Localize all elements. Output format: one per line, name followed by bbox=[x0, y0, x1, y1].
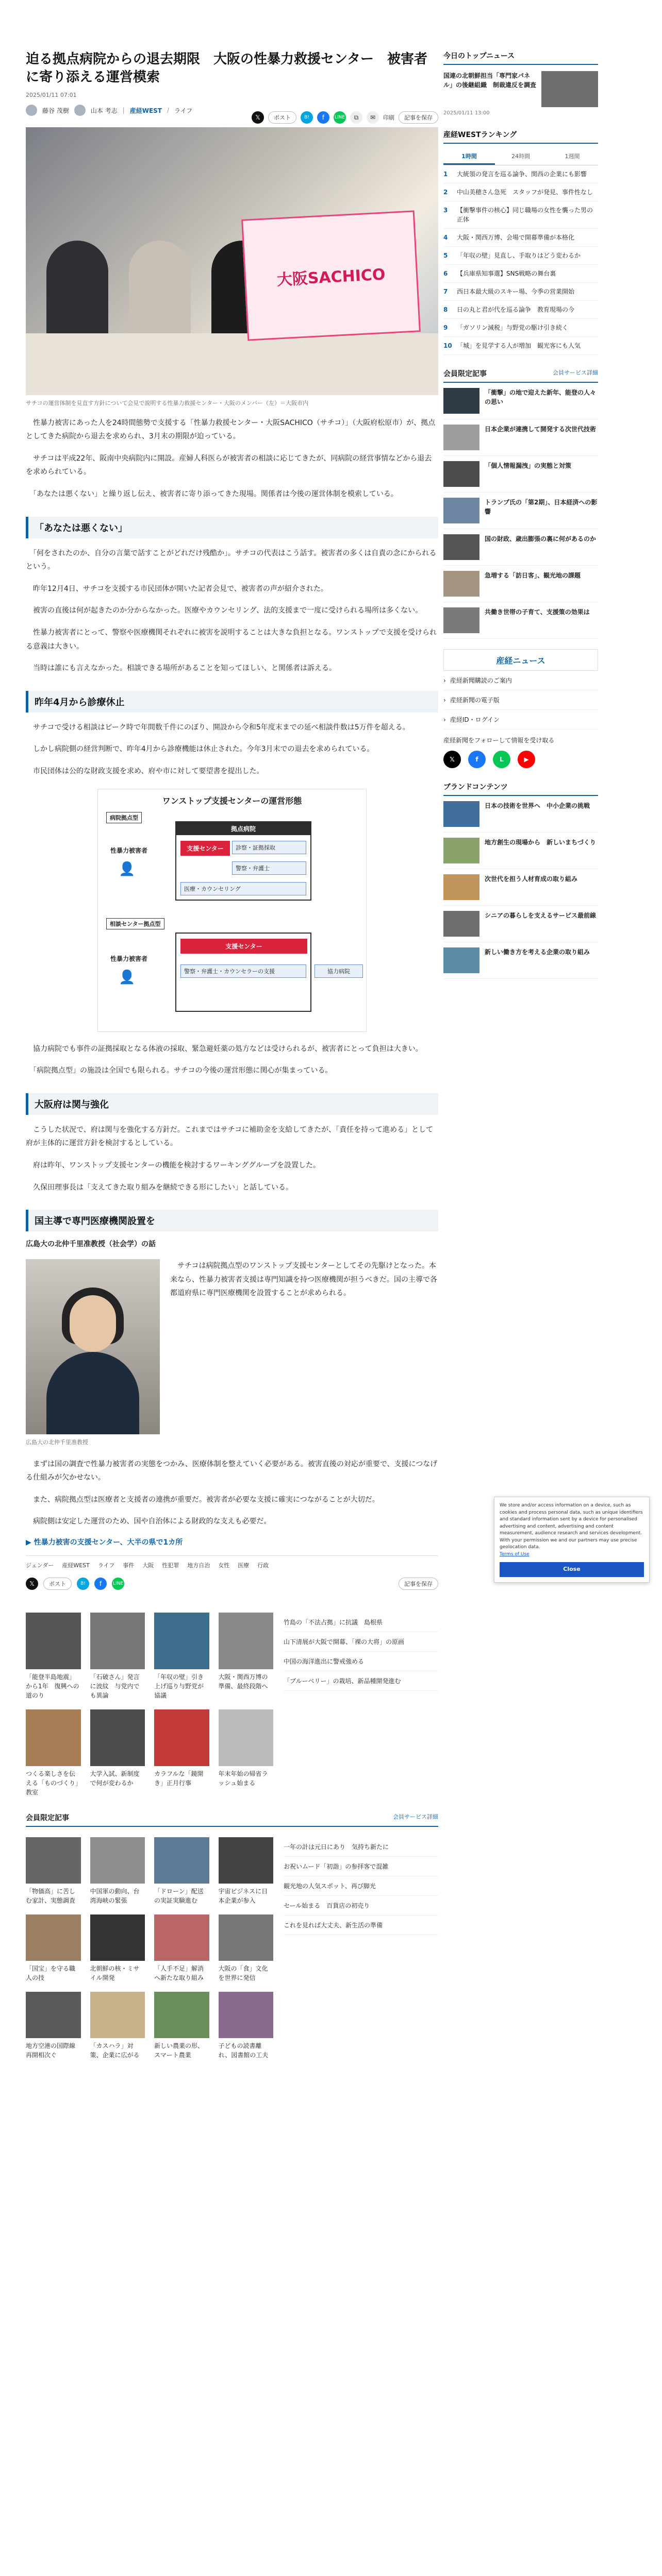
diagram-center-label: 拠点病院 bbox=[176, 822, 310, 835]
diagram-type-b: 相談センター拠点型 bbox=[106, 918, 164, 929]
paragraph: 昨年12月4日、サチコを支援する市民団体が開いた記者会見で、被害者の声が紹介された。 bbox=[26, 584, 328, 593]
card-title: 地方空港の国際線再開相次ぐ bbox=[26, 2042, 76, 2059]
tag-list bbox=[26, 1555, 438, 1569]
rank-number: 4 bbox=[443, 234, 448, 241]
sidebar-link[interactable] bbox=[443, 671, 598, 690]
card-thumb bbox=[26, 1709, 81, 1766]
line-icon[interactable]: LINE bbox=[112, 1578, 124, 1590]
brand-list bbox=[443, 796, 598, 979]
post-button[interactable]: ポスト bbox=[43, 1578, 72, 1590]
x-share-icon[interactable]: 𝕏 bbox=[252, 111, 264, 124]
x-share-icon[interactable]: 𝕏 bbox=[26, 1578, 38, 1590]
member-article[interactable] bbox=[443, 566, 598, 602]
card-title: 「カスハラ」対策、企業に広がる bbox=[90, 2042, 140, 2059]
article-card[interactable] bbox=[219, 1709, 274, 1797]
sidebar-link[interactable] bbox=[443, 690, 598, 710]
top-news-text: 国連の北朝鮮担当「専門家パネル」の後継組織 制裁違反を調査 bbox=[443, 72, 537, 89]
ranking-list bbox=[443, 165, 598, 355]
card-title: 「石破さん」発言に波紋 与党内でも異論 bbox=[90, 1673, 140, 1700]
tag[interactable]: 医療 bbox=[238, 1562, 250, 1569]
member-text: 日本企業が連携して開発する次世代技術 bbox=[485, 426, 597, 433]
text-link[interactable]: 「ブルーベリー」の栽培、新品種開発進む bbox=[284, 1671, 438, 1691]
card-thumb bbox=[154, 1837, 209, 1884]
more-articles bbox=[26, 1602, 438, 1797]
facebook-icon[interactable]: f bbox=[317, 111, 329, 124]
photo-banner: 大阪SACHICO bbox=[241, 211, 421, 341]
card-thumb bbox=[90, 1914, 145, 1961]
brand-text: 地方創生の現場から 新しいまちづくり bbox=[485, 839, 596, 846]
rank-number: 2 bbox=[443, 189, 448, 196]
diagram-police: 警察・弁護士 bbox=[232, 861, 306, 875]
post-button[interactable]: ポスト bbox=[268, 111, 296, 124]
person-icon: 👤 bbox=[119, 969, 136, 985]
mail-icon[interactable]: ✉ bbox=[367, 111, 379, 124]
member-section-head bbox=[26, 1812, 438, 1827]
paragraph: 協力病院でも事件の証拠採取となる体液の採取、緊急避妊薬の処方などは受けられるが、被害者にとって負担は大きい。 bbox=[26, 1044, 423, 1053]
member-thumb bbox=[443, 534, 479, 560]
photo-face bbox=[70, 1295, 116, 1352]
separator: / bbox=[167, 107, 170, 114]
rank-text: 【兵庫県知事選】SNS戦略の舞台裏 bbox=[457, 270, 556, 277]
card-title: 「人手不足」解消へ新たな取り組み bbox=[154, 1965, 204, 1982]
line-icon[interactable]: L bbox=[493, 751, 510, 768]
ranking-item[interactable] bbox=[443, 319, 598, 337]
top-news-thumb bbox=[541, 71, 598, 107]
card-title: 新しい農業の形、スマート農業 bbox=[154, 2042, 204, 2059]
brand-item[interactable] bbox=[443, 942, 598, 979]
diagram-support-center: 支援センター bbox=[180, 841, 230, 856]
card-thumb bbox=[154, 1613, 209, 1669]
member-article[interactable] bbox=[443, 602, 598, 639]
article-date: 2025/01/11 07:01 bbox=[26, 92, 77, 99]
section-heading: 「あなたは悪くない」 bbox=[26, 517, 438, 538]
tag[interactable]: 地方自治 bbox=[187, 1562, 210, 1569]
member-layout bbox=[26, 1827, 438, 2060]
top-news-item[interactable] bbox=[443, 71, 598, 107]
card-title: 北朝鮮の核・ミサイル開発 bbox=[90, 1965, 140, 1982]
card-thumb bbox=[219, 1613, 274, 1669]
text-link[interactable]: 竹島の「不法占拠」に抗議 島根県 bbox=[284, 1613, 438, 1632]
facebook-icon[interactable]: f bbox=[94, 1578, 107, 1590]
author-link-2[interactable]: 山本 考志 bbox=[90, 107, 118, 114]
rank-text: 大阪・関西万博、会場で開幕準備が本格化 bbox=[457, 234, 575, 241]
paragraph: 病院側は安定した運営のため、国や自治体による財政的な支えも必要だ。 bbox=[26, 1517, 271, 1526]
text-link[interactable]: 一年の計は元日にあり 気持ち新たに bbox=[284, 1837, 438, 1857]
member-text: 国の財政、歳出膨張の裏に何があるのか bbox=[485, 535, 597, 543]
article-card[interactable] bbox=[219, 1837, 274, 1905]
card-thumb bbox=[154, 1709, 209, 1766]
brand-text: 新しい働き方を考える企業の取り組み bbox=[485, 948, 590, 956]
ranking-title: 産経WESTランキング bbox=[443, 129, 598, 144]
paragraph: 市民団体は公的な財政支援を求め、府や市に対して要望書を提出した。 bbox=[26, 767, 264, 775]
article-card[interactable] bbox=[154, 1914, 209, 1982]
sidebar-link-text: 産経ID・ログイン bbox=[450, 716, 500, 723]
tag[interactable]: 産経WEST bbox=[62, 1562, 90, 1569]
diagram-victim-a: 性暴力被害者 bbox=[110, 846, 147, 854]
article-card[interactable] bbox=[154, 1709, 209, 1797]
text-link[interactable]: セール始まる 百貨店の初売り bbox=[284, 1896, 438, 1916]
card-title: 子どもの読書離れ、図書館の工夫 bbox=[218, 2042, 269, 2059]
member-article[interactable] bbox=[443, 529, 598, 566]
paragraph: サチコで受ける相談はピーク時で年間数千件にのぼり、開設から令和5年度末までの延べ相談件数は5万件を超える。 bbox=[26, 723, 410, 732]
member-article[interactable] bbox=[443, 456, 598, 493]
paragraph: 「病院拠点型」の施設は全国でも限られる。サチコの今後の運営形態に関心が集まっている。 bbox=[26, 1066, 333, 1075]
card-title: 「ドローン」配送の実証実験進む bbox=[154, 1888, 204, 1905]
diagram-title: ワンストップ支援センターの運営形態 bbox=[162, 795, 302, 806]
member-thumb bbox=[443, 607, 479, 633]
article-card[interactable] bbox=[90, 1914, 145, 1982]
card-title: 年末年始の帰省ラッシュ始まる bbox=[218, 1770, 268, 1787]
card-thumb bbox=[90, 1837, 145, 1884]
sidebar-member-head bbox=[443, 368, 598, 383]
rank-number: 6 bbox=[443, 270, 448, 277]
cookie-close-button[interactable]: Close bbox=[500, 1562, 644, 1577]
diagram-exam: 診察・証拠採取 bbox=[232, 841, 306, 854]
section-heading: 大阪府は関与強化 bbox=[26, 1093, 438, 1115]
social-row bbox=[443, 751, 598, 768]
hatena-icon[interactable]: B! bbox=[301, 111, 313, 124]
tag[interactable]: ライフ bbox=[97, 1562, 115, 1569]
diagram-victim-b: 性暴力被害者 bbox=[110, 955, 147, 962]
text-link[interactable]: 山下清展が大阪で開幕、「裸の大将」の原画 bbox=[284, 1632, 438, 1652]
article-card[interactable] bbox=[219, 1613, 274, 1700]
member-thumb bbox=[443, 388, 479, 414]
section-heading: 昨年4月から診療休止 bbox=[26, 691, 438, 713]
rank-number: 5 bbox=[443, 252, 448, 259]
bottom-share-actions bbox=[26, 1578, 438, 1590]
article-body bbox=[26, 416, 438, 2060]
rank-text: 日の丸と君が代を巡る論争 教育現場の今 bbox=[457, 306, 575, 313]
rank-number: 7 bbox=[443, 288, 448, 295]
brand-thumb bbox=[443, 874, 479, 900]
paragraph: 当時は誰にも言えなかった。相談できる場所があることを知ってほしい、と関係者は訴える。 bbox=[26, 664, 336, 673]
card-thumb bbox=[90, 1709, 145, 1766]
sidebar-member-more[interactable]: 会員サービス詳細 bbox=[553, 369, 598, 376]
cookie-text: We store and/or access information on a device, such as cookies and process personal data, such as unique identifiers and standard information sent by a device for personalised advertising and content, advertising and content measurement, audience research and services development. With your permission we and our partners may use precise geolocation data. bbox=[500, 1503, 643, 1550]
tag[interactable]: 性犯罪 bbox=[162, 1562, 179, 1569]
ranking-item[interactable] bbox=[443, 229, 598, 247]
author-avatar bbox=[74, 105, 86, 116]
tag[interactable]: 大阪 bbox=[142, 1562, 154, 1569]
paragraph: 「あなたは悪くない」と繰り返し伝え、被害者に寄り添ってきた現場。関係者は今後の運営体制を模索している。 bbox=[26, 490, 398, 499]
share-actions bbox=[252, 111, 438, 124]
member-text: 「個人情報漏洩」の実態と対策 bbox=[485, 462, 572, 469]
subcategory-link[interactable]: ライフ bbox=[174, 107, 193, 114]
article-card[interactable] bbox=[90, 1709, 145, 1797]
sidebar-link[interactable] bbox=[443, 710, 598, 730]
ranking-tab-1h[interactable]: 1時間 bbox=[443, 149, 495, 165]
card-title: カラフルな「鏡開き」正月行事 bbox=[154, 1770, 204, 1787]
card-thumb bbox=[26, 1837, 81, 1884]
tag[interactable]: 女性 bbox=[218, 1562, 230, 1569]
card-thumb bbox=[219, 1914, 274, 1961]
rank-text: 西日本最大級のスキー場、今季の営業開始 bbox=[457, 288, 575, 295]
profile-photo bbox=[26, 1259, 160, 1434]
member-text-list bbox=[284, 1837, 438, 2060]
tag[interactable]: 行政 bbox=[257, 1562, 269, 1569]
ranking-item[interactable] bbox=[443, 301, 598, 319]
diagram-type-a: 病院拠点型 bbox=[106, 812, 142, 823]
ranking-item[interactable] bbox=[443, 265, 598, 283]
ranking-tab-1w[interactable]: 1週間 bbox=[565, 153, 580, 160]
card-thumb bbox=[154, 1992, 209, 2038]
brand-text: シニアの暮らしを支えるサービス最前線 bbox=[485, 912, 597, 919]
support-center-diagram bbox=[97, 789, 367, 1032]
photo-shirt bbox=[46, 1352, 139, 1434]
brand-item[interactable] bbox=[443, 833, 598, 869]
brand-title: ブランドコンテンツ bbox=[443, 782, 598, 796]
member-article[interactable] bbox=[443, 383, 598, 419]
card-thumb bbox=[219, 1992, 274, 2038]
member-section-title: 会員限定記事 bbox=[26, 1814, 69, 1823]
paragraph: また、病院拠点型は医療者と支援者の連携が重要だ。被害者が必要な支援に確実につながることが大切だ。 bbox=[26, 1495, 379, 1504]
card-title: 宇宙ビジネスに日本企業が参入 bbox=[218, 1888, 268, 1905]
save-article-button[interactable]: 記事を保存 bbox=[399, 111, 438, 124]
article-card[interactable] bbox=[26, 1709, 81, 1797]
article-title: 迫る拠点病院からの退去期限 大阪の性暴力救援センター 被害者に寄り添える運営模索 bbox=[26, 52, 427, 86]
link-copy-icon[interactable]: ⧉ bbox=[350, 111, 362, 124]
brand-thumb bbox=[443, 801, 479, 827]
chevron-right-icon: › bbox=[443, 716, 446, 723]
print-button[interactable]: 印刷 bbox=[383, 114, 394, 121]
related-link-text[interactable]: 性暴力被害の支援センター、大半の県で1カ所 bbox=[34, 1538, 183, 1547]
person-icon: 👤 bbox=[119, 861, 136, 877]
ranking-item[interactable] bbox=[443, 165, 598, 183]
ranking-item[interactable] bbox=[443, 337, 598, 355]
card-title: 中国軍の動向、台湾海峡の緊張 bbox=[90, 1888, 140, 1905]
author-avatar bbox=[26, 105, 37, 116]
card-thumb bbox=[26, 1992, 81, 2038]
separator: | bbox=[122, 107, 125, 114]
article-card[interactable] bbox=[26, 1837, 81, 1905]
more-articles-grid bbox=[26, 1613, 273, 1797]
member-thumb bbox=[443, 498, 479, 523]
x-icon[interactable]: 𝕏 bbox=[443, 751, 461, 768]
rank-text: 「ガソリン減税」与野党の駆け引き続く bbox=[457, 324, 569, 331]
paragraph: 「何をされたのか、自分の言葉で話すことがどれだけ残酷か」。サチコの代表はこう話す。被害者の多くは自責の念にかられるという。 bbox=[26, 549, 437, 571]
member-text: 共働き世帯の子育て、支援策の効果は bbox=[485, 608, 590, 616]
sidebar bbox=[443, 50, 598, 979]
top-news-date: 2025/01/11 13:00 bbox=[443, 110, 490, 116]
brand-thumb bbox=[443, 838, 479, 863]
paragraph: 被害の直後は何が起きたのか分からなかった。医療やカウンセリング、法的支援まで一度に受けられる場所は多くない。 bbox=[26, 606, 423, 615]
tag[interactable]: ジェンダー bbox=[26, 1562, 54, 1569]
rank-text: 【衝撃事件の核心】同じ職場の女性を襲った男の正体 bbox=[457, 207, 593, 223]
card-thumb bbox=[219, 1709, 274, 1766]
member-article[interactable] bbox=[443, 419, 598, 456]
article-card[interactable] bbox=[90, 1837, 145, 1905]
sankei-banner[interactable]: 産経ニュース bbox=[443, 649, 598, 671]
card-title: 「能登半島地震」から1年 復興への道のり bbox=[26, 1673, 79, 1700]
article-card[interactable] bbox=[90, 1613, 145, 1700]
card-title: 「年収の壁」引き上げ巡り与野党が協議 bbox=[154, 1673, 204, 1700]
card-title: 「物価高」に苦しむ家計、実態調査 bbox=[26, 1888, 76, 1905]
card-title: つくる楽しさを伝える「ものづくり」教室 bbox=[26, 1770, 79, 1797]
brand-thumb bbox=[443, 947, 479, 973]
terms-link[interactable]: Terms of Use bbox=[500, 1551, 529, 1557]
article-card[interactable] bbox=[26, 1992, 81, 2060]
card-thumb bbox=[219, 1837, 274, 1884]
member-article[interactable] bbox=[443, 493, 598, 529]
hero-photo bbox=[26, 127, 438, 395]
ranking-tabs bbox=[443, 149, 598, 165]
ranking-item[interactable] bbox=[443, 201, 598, 229]
member-more-link[interactable]: 会員サービス詳細 bbox=[393, 1814, 438, 1821]
member-thumb bbox=[443, 571, 479, 597]
article-card[interactable] bbox=[154, 1837, 209, 1905]
chevron-right-icon: › bbox=[443, 696, 446, 704]
article-card[interactable] bbox=[219, 1992, 274, 2060]
sidebar-member-title: 会員限定記事 bbox=[443, 370, 487, 378]
sidebar-link-text: 産経新聞の電子版 bbox=[450, 697, 500, 704]
sidebar-link-text: 産経新聞購読のご案内 bbox=[450, 677, 512, 684]
member-text: トランプ氏の「第2期」、日本経済への影響 bbox=[485, 499, 598, 515]
cookie-notice bbox=[494, 1497, 650, 1583]
diagram-counseling: 医療・カウンセリング bbox=[180, 882, 306, 895]
paragraph: 久保田理事長は「支えてきた取り組みを継続できる形にしたい」と話している。 bbox=[26, 1183, 293, 1192]
youtube-icon[interactable]: ▶ bbox=[518, 751, 535, 768]
top-news-title: 今日のトップニュース bbox=[443, 50, 598, 65]
hatena-icon[interactable]: B! bbox=[77, 1578, 89, 1590]
category-link[interactable]: 産経WEST bbox=[129, 107, 162, 114]
rank-number: 1 bbox=[443, 171, 448, 178]
article-card[interactable] bbox=[154, 1992, 209, 2060]
member-text: 「衝撃」の地で迎えた新年、能登の人々の思い bbox=[485, 389, 597, 405]
paragraph: 性暴力被害にあった人を24時間態勢で支援する「性暴力救援センター・大阪SACHICO（サチコ）」（大阪府松原市）が、拠点としてきた病院から退去を求められ、3月末の期限が迫っている。 bbox=[26, 418, 436, 441]
photo-table bbox=[26, 333, 438, 395]
text-link[interactable]: これを見れば大丈夫、新生活の準備 bbox=[284, 1916, 438, 1935]
rank-text: 「城」を見学する人が増加 観光客にも人気 bbox=[457, 342, 581, 349]
main-column bbox=[26, 50, 438, 2060]
card-title: 大阪・関西万博の準備、最終段階へ bbox=[218, 1673, 268, 1690]
member-section bbox=[26, 1812, 438, 2060]
expert-profile bbox=[26, 1259, 438, 1447]
card-title: 「国宝」を守る職人の技 bbox=[26, 1965, 76, 1982]
ranking-item[interactable] bbox=[443, 247, 598, 265]
rank-number: 9 bbox=[443, 324, 448, 331]
sidebar-member-list bbox=[443, 383, 598, 639]
card-thumb bbox=[90, 1992, 145, 2038]
chevron-right-icon: › bbox=[443, 676, 446, 684]
paragraph: しかし病院側の経営判断で、昨年4月から診療機能は休止された。今年3月末での退去を求められている。 bbox=[26, 745, 374, 754]
member-grid bbox=[26, 1837, 273, 2060]
paragraph: まずは国の調査で性暴力被害者の実態をつかみ、医療体制を整えていく必要がある。被害直後の対応が重要で、支援につなげる仕組みが欠かせない。 bbox=[26, 1460, 438, 1482]
profile-caption: 広島大の北仲千里准教授 bbox=[26, 1439, 88, 1446]
save-article-button[interactable]: 記事を保存 bbox=[399, 1578, 438, 1590]
related-article-link[interactable]: ▶ 性暴力被害の支援センター、大半の県で1カ所 bbox=[26, 1538, 183, 1547]
rank-text: 大統領の発言を巡る論争、関西の企業にも影響 bbox=[457, 171, 587, 178]
card-thumb bbox=[26, 1914, 81, 1961]
paragraph: 府は昨年、ワンストップ支援センターの機能を検討するワーキンググループを設置した。 bbox=[26, 1161, 321, 1170]
more-articles-list bbox=[284, 1613, 438, 1797]
profile-name: 広島大の北仲千里准教授（社会学）の話 bbox=[26, 1240, 156, 1249]
follow-text: 産経新聞をフォローして情報を受け取る bbox=[443, 737, 555, 744]
article-card[interactable] bbox=[219, 1914, 274, 1982]
brand-item[interactable] bbox=[443, 869, 598, 906]
article-card[interactable] bbox=[154, 1613, 209, 1700]
brand-text: 日本の技術を世界へ 中小企業の挑戦 bbox=[485, 802, 590, 809]
member-thumb bbox=[443, 425, 479, 450]
line-icon[interactable]: LINE bbox=[334, 111, 346, 124]
author-link-1[interactable]: 藤谷 茂樹 bbox=[42, 107, 69, 114]
text-link[interactable]: お祝いムード「初詣」の参拝客で混雑 bbox=[284, 1857, 438, 1876]
card-thumb bbox=[90, 1613, 145, 1669]
member-text: 急増する「訪日客」、観光地の課題 bbox=[485, 572, 581, 579]
article-card[interactable] bbox=[90, 1992, 145, 2060]
profile-photo-wrap bbox=[26, 1259, 160, 1447]
card-title: 大学入試、新制度で何が変わるか bbox=[90, 1770, 140, 1787]
profile-text: サチコは病院拠点型のワンストップ支援センターとしてその先駆けとなった。本来なら、性暴力被害者支援は専門知識を持つ医療機関が担うべきだ。国の主導で各都道府県に専門医療機関を設置することが求められる。 bbox=[170, 1262, 437, 1298]
card-title: 大阪の「食」文化を世界に発信 bbox=[218, 1965, 268, 1982]
paragraph: 性暴力被害者にとって、警察や医療機関それぞれに被害を説明することは大きな負担となる。ワンストップで支援を受けられる意義は大きい。 bbox=[26, 629, 437, 651]
card-thumb bbox=[26, 1613, 81, 1669]
member-thumb bbox=[443, 461, 479, 487]
rank-number: 3 bbox=[443, 207, 448, 214]
brand-item[interactable] bbox=[443, 796, 598, 833]
text-link[interactable]: 中国の海洋進出に警戒強める bbox=[284, 1652, 438, 1671]
rank-number: 8 bbox=[443, 306, 448, 313]
brand-thumb bbox=[443, 911, 479, 937]
ranking-tab-24h[interactable]: 24時間 bbox=[511, 153, 530, 160]
article-card[interactable] bbox=[26, 1613, 81, 1700]
more-articles-grid-wrap bbox=[26, 1602, 273, 1797]
diagram-partner-hospital: 協力病院 bbox=[315, 964, 363, 978]
rank-text: 「年収の壁」見直し、手取りはどう変わるか bbox=[457, 252, 581, 259]
card-thumb bbox=[154, 1914, 209, 1961]
tag[interactable]: 事件 bbox=[123, 1562, 135, 1569]
diagram-support-b: 警察・弁護士・カウンセラーの支援 bbox=[180, 964, 306, 978]
article-card[interactable] bbox=[26, 1914, 81, 1982]
text-link[interactable]: 観光地の人気スポット、再び脚光 bbox=[284, 1876, 438, 1896]
brand-text: 次世代を担う人材育成の取り組み bbox=[485, 875, 578, 883]
diagram-center-b: 支援センター bbox=[180, 939, 307, 954]
section-heading: 国主導で専門医療機関設置を bbox=[26, 1210, 438, 1231]
ranking-item[interactable] bbox=[443, 283, 598, 301]
rank-text: 中山美穂さん急死 スタッフが発見、事件性なし bbox=[457, 189, 593, 196]
ranking-item[interactable] bbox=[443, 183, 598, 201]
hero-caption: サチコの運営体制を見直す方針について会見で説明する性暴力救援センター・大阪のメンバー（左）＝大阪市内 bbox=[26, 400, 309, 407]
rank-number: 10 bbox=[443, 342, 452, 349]
paragraph: サチコは平成22年、阪南中央病院内に開設。産婦人科医らが被害者の相談に応じてきたが、同病院の経営事情などから退去を求められている。 bbox=[26, 454, 432, 477]
facebook-icon[interactable]: f bbox=[468, 751, 486, 768]
brand-item[interactable] bbox=[443, 906, 598, 942]
paragraph: こうした状況で、府は関与を強化する方針だ。これまではサチコに補助金を支給してきたが、「責任を持って進める」として府が主体的に運営方針を検討するとしている。 bbox=[26, 1125, 434, 1148]
